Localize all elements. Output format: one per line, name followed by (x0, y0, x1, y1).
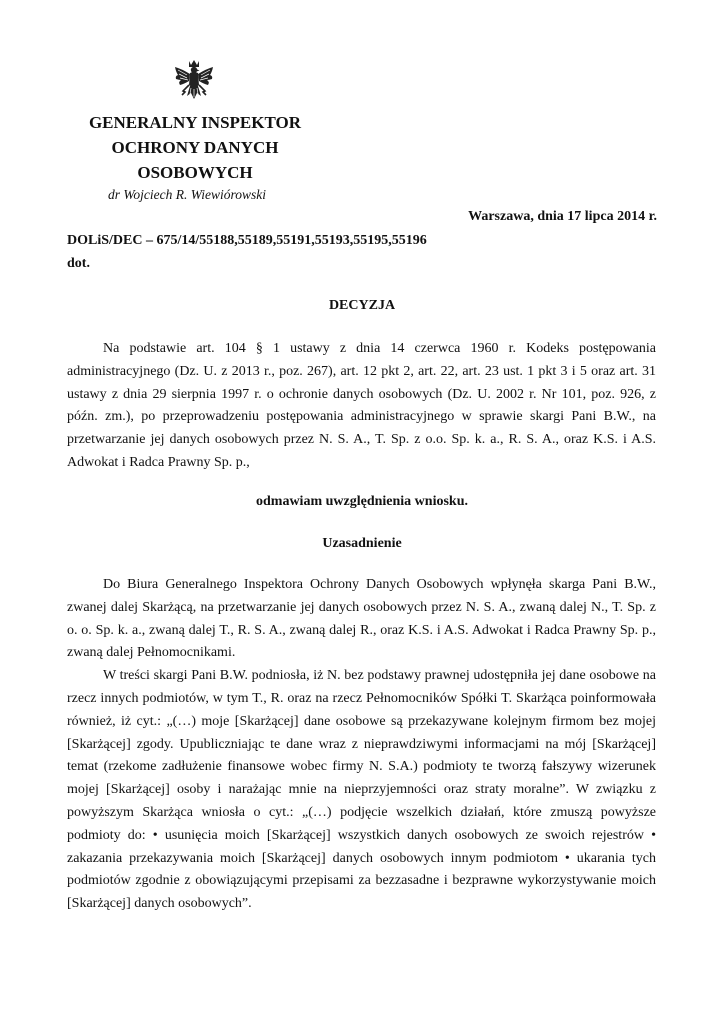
justification-heading: Uzasadnienie (322, 536, 402, 551)
justification-section (67, 574, 656, 916)
place-and-date: Warszawa, dnia 17 lipca 2014 r. (468, 209, 657, 224)
authority-line-1: GENERALNY INSPEKTOR (88, 113, 302, 132)
document-title: DECYZJA (328, 298, 396, 313)
authority-name (60, 110, 330, 185)
case-reference: DOLiS/DEC – 675/14/55188,55189,55191,55193,55195,55196 (67, 233, 427, 248)
decision-statement: odmawiam uwzględnienia wniosku. (256, 494, 468, 509)
eagle-emblem-icon (172, 58, 216, 104)
justification-paragraph-1: Do Biura Generalnego Inspektora Ochrony Danych Osobowych wpłynęła skarga Pani B.W., zwanej dalej Skarżącą, na przetwarzanie jej danych osobowych przez N. S. A., zwaną dalej N., T. Sp. z o. o. Sp. k. a., zwaną dalej T., R. S. A., zwaną dalej R., oraz K.S. i A.S. Adwokat i Radca Prawny Sp. p., zwaną dalej Pełnomocnikami. (67, 577, 656, 661)
justification-paragraph-2: W treści skargi Pani B.W. podniosła, iż N. bez podstawy prawnej udostępniła jej dane osobowe na rzecz innych podmiotów, w tym T., R. oraz na rzecz Pełnomocników Spółki T. Skarżąca poinformowała również, iż cyt.: „(…) moje [Skarżącej] dane osobowe są przekazywane kolejnym firmom bez mojej [Skarżącej] zgody. Upubliczniając te dane wraz z nieprawdziwymi informacjami na mój [Skarżącej] temat (rzekome zadłużenie finansowe wobec firmy N. S.A.) podmioty te tworzą fałszywy wizerunek mojej [Skarżącej] osoby i narażając mnie na nieprzyjemności oraz straty moralne”. W związku z powyższym Skarżąca wniosła o cyt.: „(…) podjęcie wszelkich działań, które zmuszą powyższe podmioty do: • usunięcia moich [Skarżącej] wszystkich danych osobowych ze swoich rejestrów • zakazania przekazywania moich [Skarżącej] danych osobowych innym podmiotom • ukarania tych podmiotów zgodnie z obowiązującymi przepisami za bezzasadne i bezprawne wykorzystywanie moich [Skarżącej] danych osobowych”. (67, 668, 656, 912)
signatory-name: dr Wojciech R. Wiewiórowski (108, 187, 266, 202)
regarding-label: dot. (67, 256, 90, 271)
authority-line-3: OSOBOWYCH (137, 163, 253, 182)
legal-basis-section (67, 338, 656, 475)
legal-basis-paragraph: Na podstawie art. 104 § 1 ustawy z dnia 14 czerwca 1960 r. Kodeks postępowania administracyjnego (Dz. U. z 2013 r., poz. 267), art. 12 pkt 2, art. 22, art. 23 ust. 1 pkt 3 i 5 oraz art. 31 ustawy z dnia 29 sierpnia 1997 r. o ochronie danych osobowych (Dz. U. 2002 r. Nr 101, poz. 926, z późn. zm.), po przeprowadzeniu postępowania administracyjnego w sprawie skargi Pani B.W., na przetwarzanie jej danych osobowych przez N. S. A., T. Sp. z o.o. Sp. k. a., R. S. A., oraz K.S. i A.S. Adwokat i Radca Prawny Sp. p., (67, 341, 656, 470)
authority-line-2: OCHRONY DANYCH (111, 138, 279, 157)
polish-eagle-emblem (172, 58, 216, 104)
